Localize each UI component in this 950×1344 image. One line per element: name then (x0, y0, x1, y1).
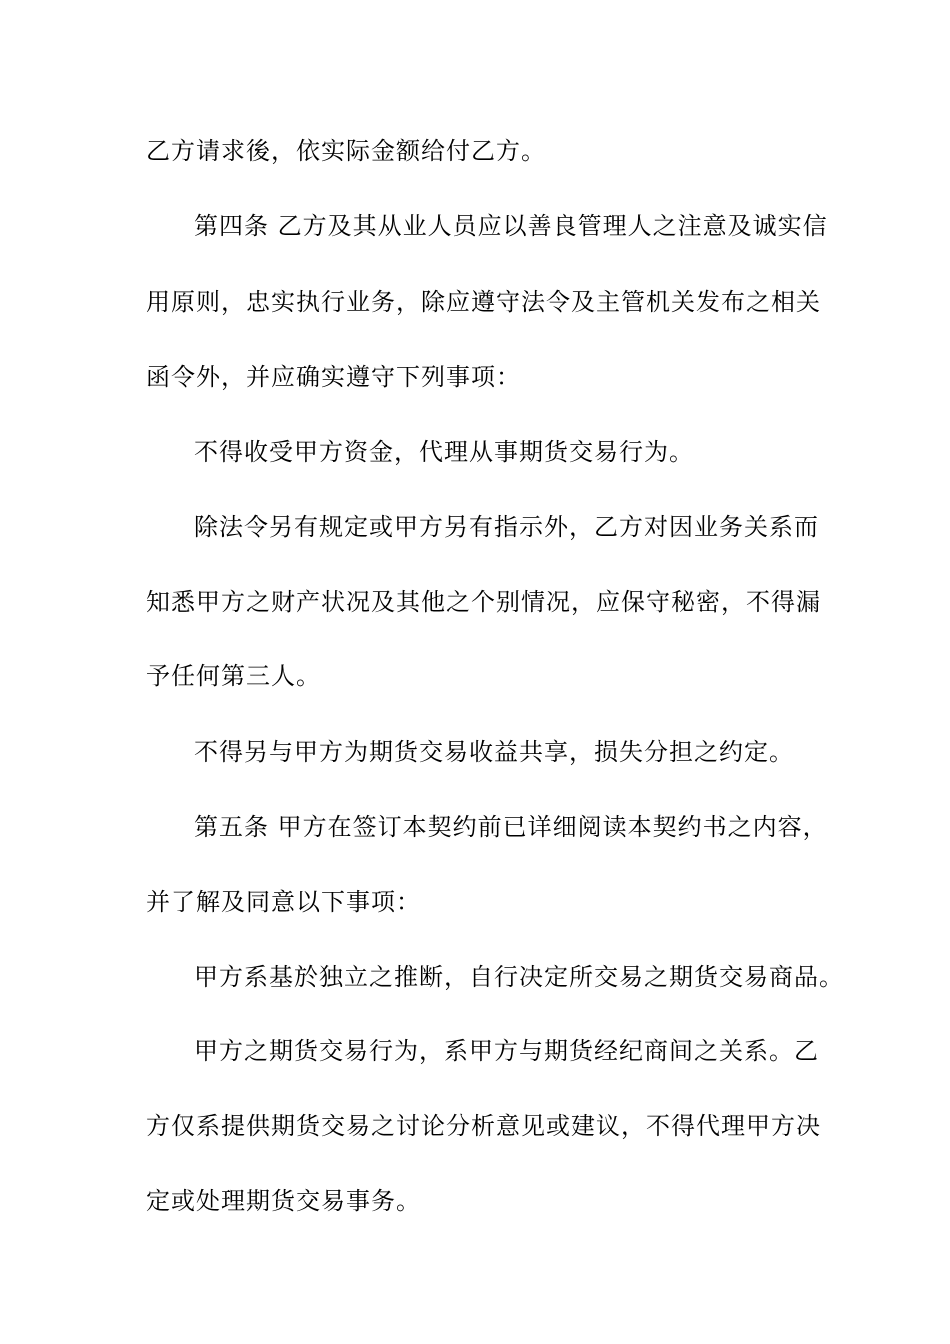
text-line: 予任何第三人。 (146, 662, 321, 690)
text-line: 函令外，并应确实遵守下列事项： (146, 363, 521, 391)
article-5-heading-line: 第五条 甲方在签订本契约前已详细阅读本契约书之内容， (194, 813, 828, 841)
text-line: 定或处理期货交易事务。 (146, 1187, 421, 1215)
text-line: 方仅系提供期货交易之讨论分析意见或建议，不得代理甲方决 (146, 1112, 821, 1140)
list-item-line: 除法令另有规定或甲方另有指示外，乙方对因业务关系而 (194, 513, 819, 541)
text-line: 用原则，忠实执行业务，除应遵守法令及主管机关发布之相关 (146, 288, 821, 316)
list-item-line: 不得另与甲方为期货交易收益共享，损失分担之约定。 (194, 738, 794, 766)
list-item-line: 不得收受甲方资金，代理从事期货交易行为。 (194, 438, 694, 466)
text-line: 并了解及同意以下事项： (146, 888, 421, 916)
text-line: 乙方请求後，依实际金额给付乙方。 (146, 137, 546, 165)
text-line: 知悉甲方之财产状况及其他之个别情况，应保守秘密，不得漏 (146, 588, 821, 616)
list-item-line: 甲方系基於独立之推断，自行决定所交易之期货交易商品。 (194, 963, 844, 991)
article-4-heading-line: 第四条 乙方及其从业人员应以善良管理人之注意及诚实信 (194, 212, 828, 240)
list-item-line: 甲方之期货交易行为，系甲方与期货经纪商间之关系。乙 (194, 1037, 819, 1065)
